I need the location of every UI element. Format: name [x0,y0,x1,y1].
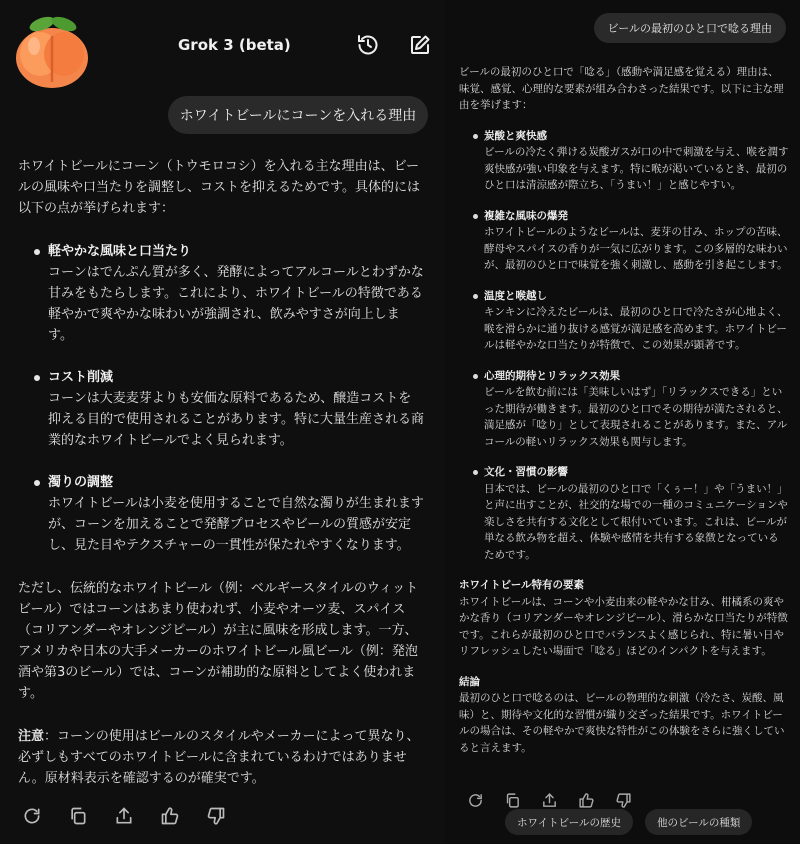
bullet-point [473,134,478,139]
bullet-point [473,470,478,475]
new-chat-icon[interactable] [408,33,432,57]
section-body: キンキンに冷えたビールは、最初のひと口で冷たさが心地よく、喉を滑らかに通り抜ける感覚が満足感を高めます。ホワイトビールは軽やかな口当たりが特徴で、この効果が顕著です。 [484,306,788,351]
response-actions [22,806,226,826]
assistant-response [459,64,789,756]
section-body: ビールの冷たく弾ける炭酸ガスが口の中で刺激を与え、喉を潤す爽快感が強い印象を与えます。特に喉が渇いているとき、最初のひと口は清涼感が際立ち、「うまい！」と感じやすい。 [484,146,789,191]
caution-label: 注意 [18,729,45,744]
bullet-point [473,374,478,379]
response-section [471,464,789,563]
copy-icon[interactable] [504,792,521,809]
section-title: コスト削減 [48,370,114,385]
share-icon[interactable] [541,792,558,809]
user-message-bubble: ホワイトビールにコーンを入れる理由 [168,96,428,134]
suggestion-chip[interactable]: ホワイトビールの歴史 [505,809,633,835]
section-body: コーンはでんぷん質が多く、発酵によってアルコールとわずかな甘みをもたらします。これにより、ホワイトビールの特徴である軽やかで爽やかな味わいが強調され、飲みやすさが向上します。 [48,265,424,343]
response-section [32,241,424,346]
assistant-response [18,156,424,789]
thumbs-up-icon[interactable] [578,792,595,809]
right-chat-panel [445,0,800,844]
bullet-point [34,375,40,381]
regenerate-icon[interactable] [22,806,42,826]
section-body: 日本では、ビールの最初のひと口で「くぅー！」や「うまい！」と声に出すことが、社交的な場での一種のコミュニケーションや楽しさを共有する文化として根付いています。これは、ビールが単なる飲み物を超え、体験や感情を共有する象徴となっているためです。 [484,482,788,561]
section-body: ホワイトビールは小麦を使用することで自然な濁りが生まれますが、コーンを加えることで発酵プロセスやビールの質感が安定し、見た目やテクスチャーの一貫性が保たれやすくなります。 [48,496,424,553]
white-beer-body: ホワイトビールは、コーンや小麦由来の軽やかな甘み、柑橘系の爽やかな香り（コリアンダーやオレンジピール）、滑らかな口当たりが特徴です。これらが最初のひと口でバランスよく感じられ、特に暑い日やリフレッシュしたい場面で「唸る」ほどのインパクトを与えます。 [459,595,788,657]
section-title: 軽やかな風味と口当たり [48,244,192,259]
response-section [471,368,789,451]
conclusion-heading: 結論 [459,675,480,688]
response-intro: ホワイトビールにコーン（トウモロコシ）を入れる主な理由は、ビールの風味や口当たりを調整し、コストを抑えるためです。具体的には以下の点が挙げられます： [18,159,420,216]
thumbs-up-icon[interactable] [160,806,180,826]
app-title: Grok 3 (beta) [178,36,291,54]
response-section [471,208,789,274]
share-icon[interactable] [114,806,134,826]
note-paragraph: ただし、伝統的なホワイトビール（例：ベルギースタイルのウィットビール）ではコーンはあまり使われず、小麦やオーツ麦、スパイス（コリアンダーやオレンジピール）が主に風味を形成します。一方、アメリカや日本の大手メーカーのホワイトビール風ビール（例：発泡酒や第3のビール）では、コーンが補助的な原料としてよく使われます。 [18,581,419,701]
bullet-point [473,214,478,219]
caution-paragraph [18,726,424,789]
history-icon[interactable] [356,33,380,57]
section-title: 温度と喉越し [484,289,547,302]
section-title: 文化・習慣の影響 [484,466,568,478]
section-body: ビールを飲む前には「美味しいはず」「リラックスできる」といった期待が働きます。最初のひと口でその期待が満たされると、満足感が「唸り」として表現されることがあります。また、アルコールの軽いリラックス効果も関与します。 [484,386,788,448]
thumbs-down-icon[interactable] [206,806,226,826]
response-section [32,367,424,451]
suggestion-chips [505,809,752,835]
section-body: コーンは大麦麦芽よりも安価な原料であるため、醸造コストを抑える目的で使用されることがあります。特に大量生産される商業的なホワイトビールでよく見られます。 [48,391,424,448]
user-message-bubble: ビールの最初のひと口で唸る理由 [594,13,786,43]
suggestion-chip[interactable]: 他のビールの種類 [645,809,752,835]
bullet-point [473,294,478,299]
bullet-point [34,249,40,255]
section-title: 濁りの調整 [48,475,114,490]
white-beer-heading: ホワイトビール特有の要素 [459,579,585,591]
conclusion-body: 最初のひと口で唸るのは、ビールの物理的な刺激（冷たさ、炭酸、風味）と、期待や文化的な習慣が織り交ざった結果です。ホワイトビールの場合は、その軽やかで爽快な特性がこの体験をさらに強くしていると言えます。 [459,692,785,754]
thumbs-down-icon[interactable] [615,792,632,809]
regenerate-icon[interactable] [467,792,484,809]
response-section [32,472,424,556]
peach-emoji-avatar [12,10,92,90]
caution-text: ：コーンの使用はビールのスタイルやメーカーによって異なり、必ずしもすべてのホワイトビールに含まれているわけではありません。原材料表示を確認するのが確実です。 [18,729,420,786]
copy-icon[interactable] [68,806,88,826]
section-title: 心理的期待とリラックス効果 [484,369,621,382]
response-section [471,288,789,354]
section-title: 複雑な風味の爆発 [484,209,568,222]
response-section [471,128,789,194]
section-body: ホワイトビールのようなビールは、麦芽の甘み、ホップの苦味、酵母やスパイスの香りが一気に広がります。この多層的な味わいが、最初のひと口で味覚を強く刺激し、感動を引き起こします。 [484,226,788,271]
response-intro: ビールの最初のひと口で「唸る」（感動や満足感を覚える）理由は、味覚、感覚、心理的な要素が組み合わさった結果です。以下に主な理由を挙げます： [459,66,784,111]
section-title: 炭酸と爽快感 [484,129,547,142]
response-actions [467,792,632,809]
bullet-point [34,480,40,486]
